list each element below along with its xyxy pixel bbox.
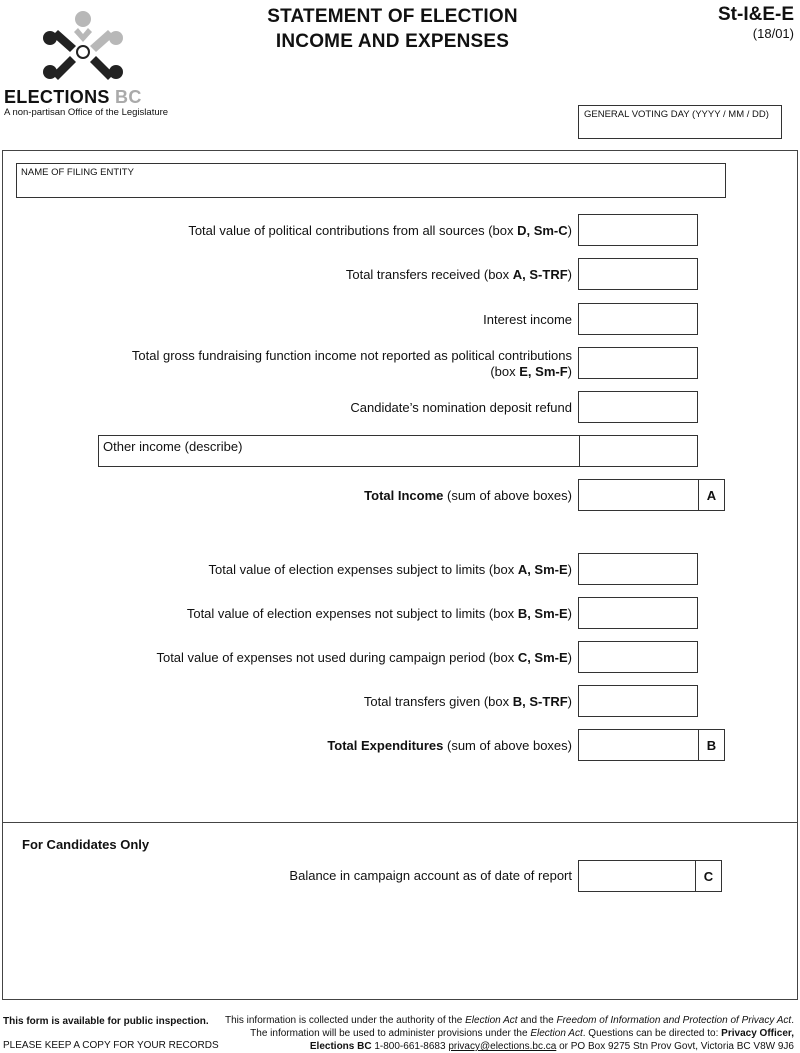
transfers-received-input[interactable]: [578, 258, 698, 290]
fundraising-income-label: Total gross fundraising function income not reported as political contributions (box E, Sm-F): [131, 348, 572, 379]
expenses-subject-limits-input[interactable]: [578, 553, 698, 585]
filing-entity-name-field[interactable]: [16, 163, 726, 198]
expenses-not-subject-limits-label: Total value of election expenses not subject to limits (box B, Sm-E): [186, 606, 572, 621]
total-expenditures-input[interactable]: [578, 729, 725, 761]
section-divider: [2, 822, 798, 823]
general-voting-day-field[interactable]: [578, 105, 782, 139]
contributions-input[interactable]: [578, 214, 698, 246]
general-voting-day-label: GENERAL VOTING DAY (YYYY / MM / DD): [584, 109, 769, 120]
transfers-given-label: Total transfers given (box B, S-TRF): [363, 694, 572, 709]
form-code: St-I&E-E (18/01): [718, 4, 794, 41]
deposit-refund-label: Candidate’s nomination deposit refund: [350, 400, 572, 415]
expenses-subject-limits-label: Total value of election expenses subject to limits (box A, Sm-E): [208, 562, 572, 577]
filing-entity-label: NAME OF FILING ENTITY: [21, 167, 134, 178]
form-title: STATEMENT OF ELECTION INCOME AND EXPENSES: [267, 6, 518, 52]
box-letter-b: B: [698, 730, 724, 760]
logo-wordmark: ELECTIONS BC: [4, 87, 142, 107]
keep-copy-note: PLEASE KEEP A COPY FOR YOUR RECORDS: [3, 1040, 219, 1051]
box-letter-c: C: [695, 861, 721, 891]
candidates-heading: For Candidates Only: [22, 837, 150, 852]
logo-tagline: A non-partisan Office of the Legislature: [4, 107, 169, 118]
other-income-label: Other income (describe): [103, 439, 243, 454]
expenses-not-subject-limits-input[interactable]: [578, 597, 698, 629]
campaign-balance-input[interactable]: [578, 860, 722, 892]
total-income-input[interactable]: [578, 479, 725, 511]
other-income-input[interactable]: [579, 435, 699, 467]
fundraising-income-input[interactable]: [578, 347, 698, 379]
other-income-row[interactable]: [98, 435, 698, 467]
public-inspection-note: This form is available for public inspection.: [3, 1016, 209, 1027]
interest-income-label: Interest income: [483, 312, 572, 327]
transfers-given-input[interactable]: [578, 685, 698, 717]
transfers-received-label: Total transfers received (box A, S-TRF): [345, 267, 572, 282]
expenses-not-used-label: Total value of expenses not used during campaign period (box C, Sm-E): [156, 650, 572, 665]
total-income-label: Total Income (sum of above boxes): [364, 488, 572, 503]
box-letter-a: A: [698, 480, 724, 510]
interest-income-input[interactable]: [578, 303, 698, 335]
campaign-balance-label: Balance in campaign account as of date of report: [289, 868, 572, 883]
total-expenditures-label: Total Expenditures (sum of above boxes): [327, 738, 572, 753]
elections-bc-logo-icon: [36, 6, 130, 86]
privacy-email-link[interactable]: privacy@elections.bc.ca: [448, 1041, 557, 1052]
deposit-refund-input[interactable]: [578, 391, 698, 423]
expenses-not-used-input[interactable]: [578, 641, 698, 673]
privacy-notice: This information is collected under the authority of the Election Act and the Freedom of Information and Protection of Privacy Act. The information will be used to administer provisions under the Election Act. Questions can be directed to: Privacy Officer, Elections BC 1-800-661-8683 privacy@elections.bc.ca or PO Box 9275 Stn Prov Govt, Victoria BC V8W 9J6: [224, 1015, 794, 1052]
contributions-label: Total value of political contributions from all sources (box D, Sm-C): [188, 223, 572, 238]
